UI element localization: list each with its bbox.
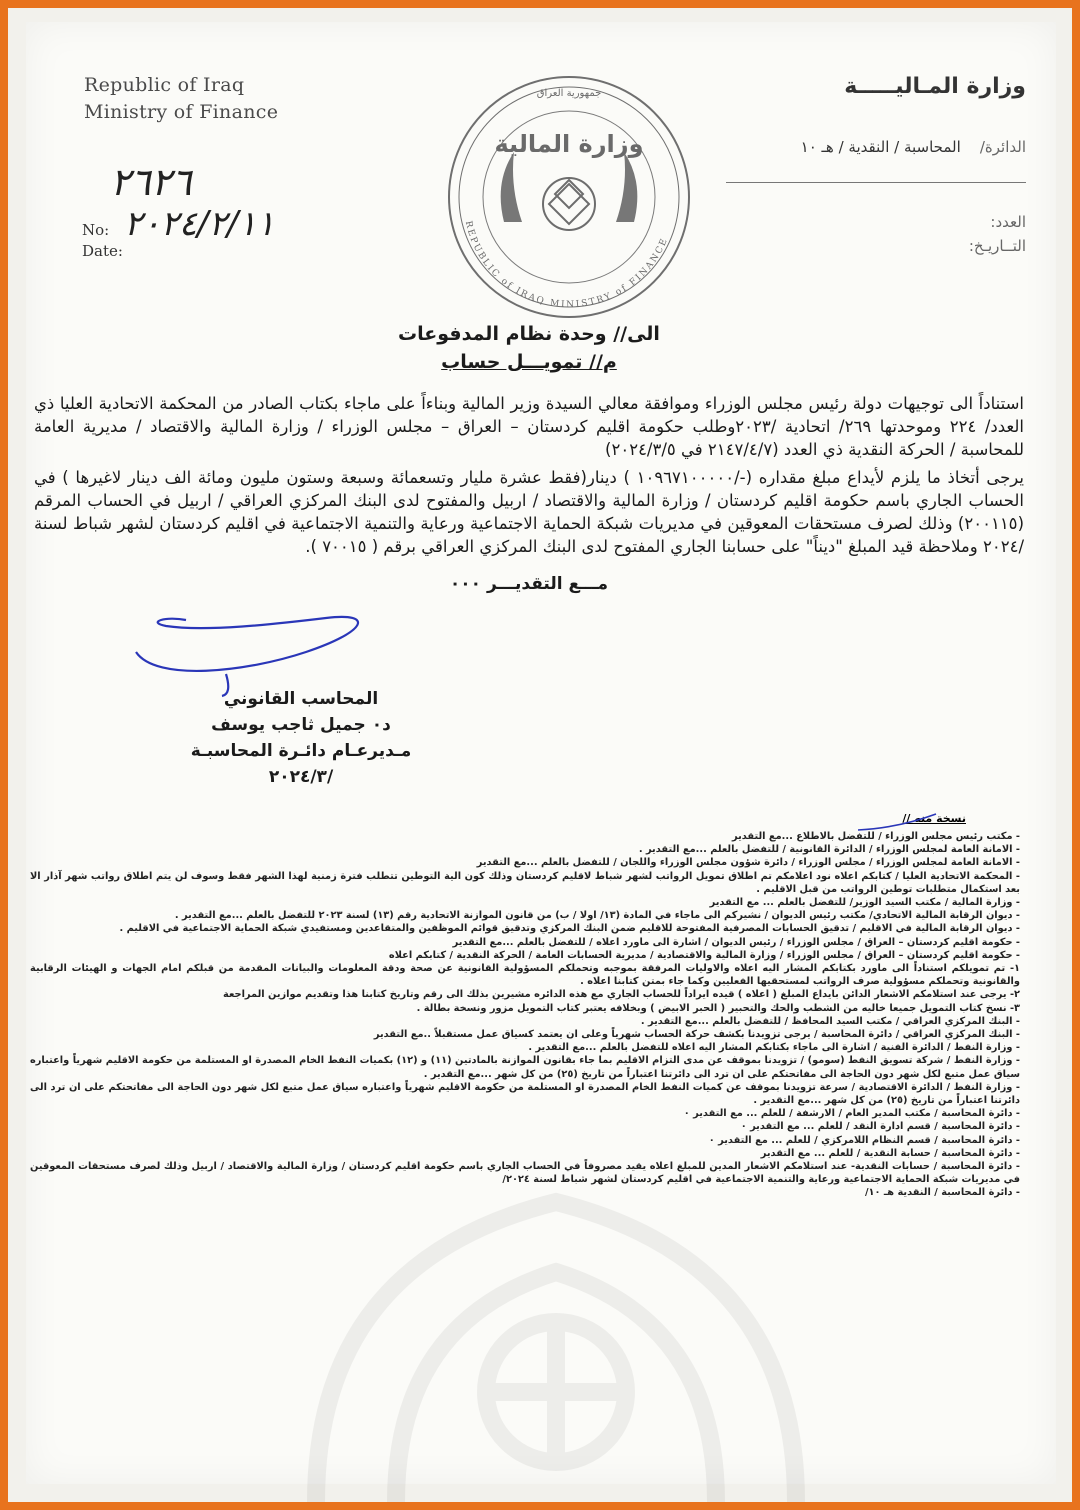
subject-line: م// تمويـــل حساب [441,351,617,373]
letterhead-arabic-ministry: وزارة المـاليـــــة [844,74,1026,99]
signer-block [186,686,416,790]
arabic-number-label: العدد: [990,213,1026,231]
copy-item: - دائرة المحاسبة / النقدية هـ ١٠/ [864,1187,1020,1199]
copies-list [30,830,1020,1200]
body-paragraph-2: يرجى أتخاذ ما يلزم لأيداع مبلغ مقداره (-/١٠٩٦٧١٠٠٠٠٠ ) دينار(فقط عشرة مليار وتسعمائة وسبعة وستون مليون ومائة الف دينار لاغيرها ) في الحساب الجاري باسم حكومة اقليم كردستان / وزارة المالية والاقتصاد / اربيل والمفتوح لدى البنك المركزي العراقي / اربيل في الحساب المرقم (٢٠٠١١٥) وذلك لصرف مستحقات المعوقين في مديريات شبكة الحماية الاجتماعية ورعاية والتنمية الاجتماعية في اقليم كردستان لشهر شباط لسنة /٢٠٢٤ وملاحظة قيد المبلغ "ديناً" على حسابنا الجاري المفتوح لدى البنك المركزي العراقي برقم ( ٧٠٠١٥ ). [34,468,1025,556]
addressee-block [34,320,1024,376]
english-number-label: No: [82,221,110,239]
copy-item: - البنك المركزي العراقي / دائرة المحاسبة / يرجى تزويدنا بكشف حركة الحساب شهرياً وعلى ان يعتمد كسياق عمل مستقبلاً ..مع التقدير [373,1029,1020,1041]
copy-item: - حكومة اقليم كردستان – العراق / مجلس الوزراء / وزارة المالية والاقتصادية / مديرية الحسابات العامة / الحركة النقدية / كتابكم اعلاه [388,949,1020,961]
letterhead-ministry: Ministry of Finance [84,101,279,123]
copy-item: - مكتب رئيس مجلس الوزراء / للتفضل بالاطلاع ...مع التقدير [731,831,1020,842]
department-value: المحاسبة / النقدية / هـ ١٠ [800,138,961,156]
copy-item: - حكومة اقليم كردستان – العراق / مجلس الوزراء / رئيس الديوان / اشارة الى ماورد اعلاه / للتفضل بالعلم ...مع التقدير [452,936,1020,948]
signer-name: د٠ جميل ثاجب يوسف [211,715,391,735]
copy-item: - البنك المركزي العراقي / مكتب السيد المحافظ / للتفضل بالعلم ...مع التقدير . [640,1015,1020,1027]
department-label: الدائرة/ [979,138,1026,156]
arabic-meta [969,210,1026,258]
signer-position: مـديرعـام دائـرة المحاسبـة [190,741,412,761]
body-paragraph-1: استناداً الى توجيهات دولة رئيس مجلس الوزراء وموافقة معالي السيدة وزير المالية وبناءاً على ماجاء بكتاب الصادر من المحكمة الاتحادية العليا ذي العدد/ ٢٢٤ وموحدتها ٢٦٩/ اتحادية /٢٠٢٣وطلب حكومة اقليم كردستان – العراق – مجلس الوزراء / وزارة المالية والاقتصاد / مديرية العامة للمحاسبة / الحركة النقدية ذي العدد (٢١٤٧/٤/٧ في ٢٠٢٤/٣/٥) [34,394,1024,459]
arabic-date-label: التــاريـخ: [968,237,1026,255]
seal-ring-path: REPUBLIC of IRAQ MINISTRY of FINANCE [462,220,671,311]
copy-item: - الامانة العامة لمجلس الوزراء / مجلس الوزراء / دائرة شؤون مجلس الوزراء واللجان / للتفضل بالعلم ...مع التقدير [476,857,1020,869]
seal-ring-text [463,220,670,310]
department-underline [726,182,1026,183]
ministry-seal-icon [444,72,694,322]
copy-item: - دائرة المحاسبة / مكتب المدير العام / الارشفة / للعلم ... مع التقدير ٠ [683,1108,1020,1120]
seal-top-text: جمهورية العراق [536,88,602,99]
english-date-label: Date: [82,242,123,260]
addressee-line: الى// وحدة نظام المدفوعات [398,323,660,345]
copy-item: - وزارة النفط / شركة تسويق النفط (سومو) / تزويدنا بموقف عن مدى التزام الاقليم بما جاء بقانون الموازنة بالمادتين (١١) و (١٢) بكميات النفط الخام المصدرة او المستلمة من حكومة الاقليم شهرياً واعتباره سياق عمل متبع لكل شهر دون الحاجة الى مفاتحتكم على ان ترد الى دائرتنا اعتباراً من تاريخ (٢٥) من كل شهر ...مع التقدير . [30,1055,1020,1080]
copy-item: - وزارة النفط / الدائرة الفنية / اشارة الى ماجاء بكتابكم المشار اليه اعلاه للتفضل بالعلم ...مع التقدير . [528,1042,1020,1054]
copy-item: - دائرة المحاسبة / حسابة النقدية / للعلم ... مع التقدير [760,1147,1020,1159]
handwritten-date: ٢٠٢٤/٢/١١ [124,204,275,244]
copy-item: - وزارة المالية / مكتب السيد الوزير/ للتفضل بالعلم ... مع التقدير [709,897,1020,909]
copy-item: - دائرة المحاسبة / حسابات النقدية- عند استلامكم الاشعار المدين للمبلغ اعلاه يقيد مصروفاً في الحساب الجاري باسم حكومة اقليم كردستان / وزارة المالية والاقتصاد / اربيل وذلك لصرف مستحقات المعوقين في مديريات شبكة الحماية الاجتماعية ورعاية والتنمية الاجتماعية في اقليم كردستان لشهر شباط لسنة ٢٠٢٤/ [30,1161,1020,1186]
letter-paper [26,22,1056,1484]
signer-title: المحاسب القانوني [223,689,379,709]
copy-item: ٣- نسخ كتاب التمويل جميعا خاليه من الشطب والحك والتحبير ( الحبر الابيض ) وبخلافه يعتبر كتاب التمويل مزور ونسخة بطالة . [416,1002,1020,1014]
copy-item: ٢- يرجى عند استلامكم الاشعار الدائن بايداع المبلغ ( اعلاه ) قيده ايراداً للحساب الجاري مع هذه الدائره مشيرين بذلك الى رقم وتاريخ كتابنا هذا وتقديم موازين المراجعة [223,989,1020,1001]
copy-item: - الامانة العامة لمجلس الوزراء / الدائرة القانونية / للتفضل بالعلم ...مع التقدير . [638,844,1020,856]
copy-item: - وزارة النفط / الدائرة الاقتصادية / سرعة تزويدنا بموقف عن كميات النفط الخام المصدرة او المستلمة من حكومة الاقليم شهرياً واعتباره سياق عمل متبع لكل شهر دون الحاجة الى مفاتحتكم على ان ترد الى دائرتنا اعتباراً من تاريخ (٢٥) من كل شهر ...مع التقدير . [30,1081,1020,1107]
english-meta [82,220,123,262]
copy-item: ١- تم تمويلكم استناداً الى ماورد بكتابكم المشار اليه اعلاه والاوليات المرفقة بموجبه وتحملكم المسؤولية القانونية عن صحة ودقة المعلومات والبيانات المقدمة من قبلكم امام الجهات و الهيئات الرقابية والقانونية وتحملكم مسؤولية صرف الرواتب لمستحقيها الفعليين وكما جاء بمتن كتابنا اعلاه . [30,963,1020,988]
handwritten-number: ٢٦٢٦ [110,160,192,204]
photo-frame [8,8,1072,1502]
copy-item: - ديوان الرقابة المالية في الاقليم / تدقيق الحسابات المصرفية المفتوحة للاقليم ضمن البنك المركزي وتدقيق قوائم الموظفين والمتقاعدين ومستفيدي شبكة الحماية الاجتماعية في الاقليم . [119,923,1020,935]
copies-heading: نسخة منه // [902,812,966,825]
letterhead-country: Republic of Iraq [84,74,245,96]
letterhead-english [84,72,278,126]
copy-item: - دائرة المحاسبة / قسم النظام اللامركزي / للعلم ... مع التقدير ٠ [708,1134,1020,1146]
department-row [666,138,1026,156]
copy-item: - ديوان الرقابة المالية الاتحادي/ مكتب رئيس الديوان / نشيركم الى ماجاء في المادة (١٣/ اولا / ب) من قانون الموازنة الاتحادية رقم (١٣) لسنة ٢٠٢٣ للتفضل بالعلم ...مع التقدير . [174,910,1020,922]
regards-line: مـــع التقديـــر ٠٠٠ [449,574,609,594]
seal-center-text: وزارة المالية [494,130,644,158]
copy-item: - دائرة المحاسبة / قسم ادارة النقد / للعلم ... مع التقدير ٠ [740,1121,1020,1133]
copy-item: - المحكمة الاتحادية العليا / كتابكم اعلاه نود اعلامكم تم اطلاق تمويل الرواتب لشهر شباط لاقليم كردستان وذلك كون الية التوطين تتطلب فترة زمنية لهذا الشهر فقط وسوف لن يتم اطلاق رواتب شهر آذار الا بعد استكمال متطلبات توطين الرواتب من قبل الاقليم . [30,870,1020,895]
signer-date: /٢٠٢٤/٣ [268,767,334,787]
